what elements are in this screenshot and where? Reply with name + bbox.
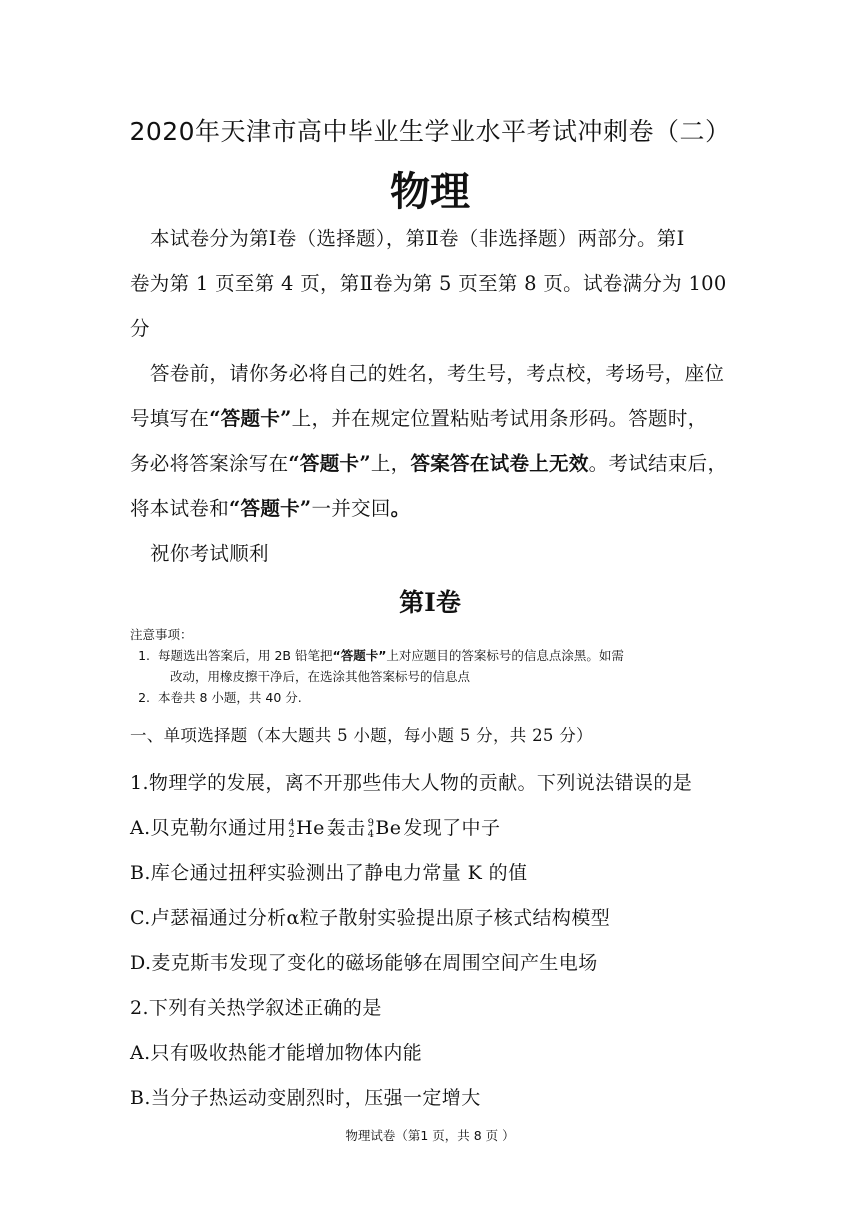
intro-line: 分: [130, 317, 150, 340]
answer-card-term: “答题卡”: [332, 648, 387, 663]
intro-paragraph-1: [130, 216, 740, 351]
note-text: 每题选出答案后，用 2B 铅笔把: [158, 648, 333, 663]
invalid-answer-warning: 答案答在试卷上无效: [410, 452, 589, 475]
element-symbol: He: [296, 817, 325, 839]
part-title: 一、单项选择题（本大题共 5 小题，每小题 5 分，共 25 分）: [130, 726, 593, 745]
helium-nuclide: [288, 817, 324, 840]
beryllium-nuclide: [368, 817, 402, 840]
element-symbol: Be: [375, 817, 402, 839]
subject-title: 物理: [390, 169, 470, 215]
section-title: 第Ⅰ卷: [399, 588, 461, 617]
intro-text: 。: [390, 497, 411, 520]
answer-card-term: “答题卡”: [229, 497, 312, 520]
note-number: 2.: [138, 690, 150, 705]
question-1: 1.物理学的发展，离不开那些伟大人物的贡献。下列说法错误的是: [130, 772, 693, 794]
intro-line: 卷为第 1 页至第 4 页，第Ⅱ卷为第 5 页至第 8 页。试卷满分为 100: [130, 272, 727, 295]
note-text: 本卷共 8 小题，共 40 分.: [158, 690, 302, 705]
intro-text: 上，: [370, 452, 411, 475]
page-footer: 物理试卷（第1 页，共 8 页 ）: [345, 1128, 515, 1143]
note-number: 1.: [138, 648, 150, 663]
intro-text: 将本试卷和: [130, 497, 230, 520]
answer-card-term: “答题卡”: [209, 407, 292, 430]
intro-text: 号填写在: [130, 407, 210, 430]
question-1-option-a: [130, 813, 500, 840]
question-1-option-d: D.麦克斯韦发现了变化的磁场能够在周围空间产生电场: [130, 952, 598, 974]
question-2: 2.下列有关热学叙述正确的是: [130, 997, 382, 1019]
atomic-number: 4: [367, 829, 375, 840]
question-1-option-b: B.库仑通过扭秤实验测出了静电力常量 K 的值: [130, 862, 528, 884]
option-text: 轰击: [326, 817, 366, 839]
intro-text: 。考试结束后，: [588, 452, 728, 475]
intro-line: 答卷前，请你务必将自己的姓名，考生号，考点校，考场号，座位: [150, 362, 725, 385]
note-text: 上对应题目的答案标号的信息点涂黑。如需: [386, 648, 624, 663]
question-2-option-a: A.只有吸收热能才能增加物体内能: [130, 1042, 423, 1064]
wish-text: 祝你考试顺利: [150, 542, 269, 565]
intro-line: 本试卷分为第Ⅰ卷（选择题），第Ⅱ卷（非选择题）两部分。第Ⅰ: [150, 227, 685, 250]
mass-number: 4: [288, 818, 296, 829]
question-2-option-b: B.当分子热运动变剧烈时，压强一定增大: [130, 1087, 481, 1109]
wish-line: [130, 531, 740, 576]
atomic-number: 2: [288, 829, 296, 840]
option-text: A.贝克勒尔通过用: [130, 817, 287, 839]
intro-text: 务必将答案涂写在: [130, 452, 289, 475]
notes-block: [130, 624, 740, 708]
option-text: 发现了中子: [403, 817, 501, 839]
question-1-option-c: C.卢瑟福通过分析α粒子散射实验提出原子核式结构模型: [130, 907, 611, 929]
intro-text: 上，并在规定位置粘贴考试用条形码。答题时，: [291, 407, 708, 430]
note-text: 改动，用橡皮擦干净后，在选涂其他答案标号的信息点: [170, 669, 471, 684]
notes-heading: 注意事项：: [130, 627, 193, 642]
mass-number: 9: [367, 818, 375, 829]
answer-card-term: “答题卡”: [288, 452, 371, 475]
intro-text: 一并交回: [311, 497, 391, 520]
exam-title: 2020年天津市高中毕业生学业水平考试冲刺卷（二）: [129, 117, 731, 146]
intro-paragraph-2: [130, 351, 740, 531]
